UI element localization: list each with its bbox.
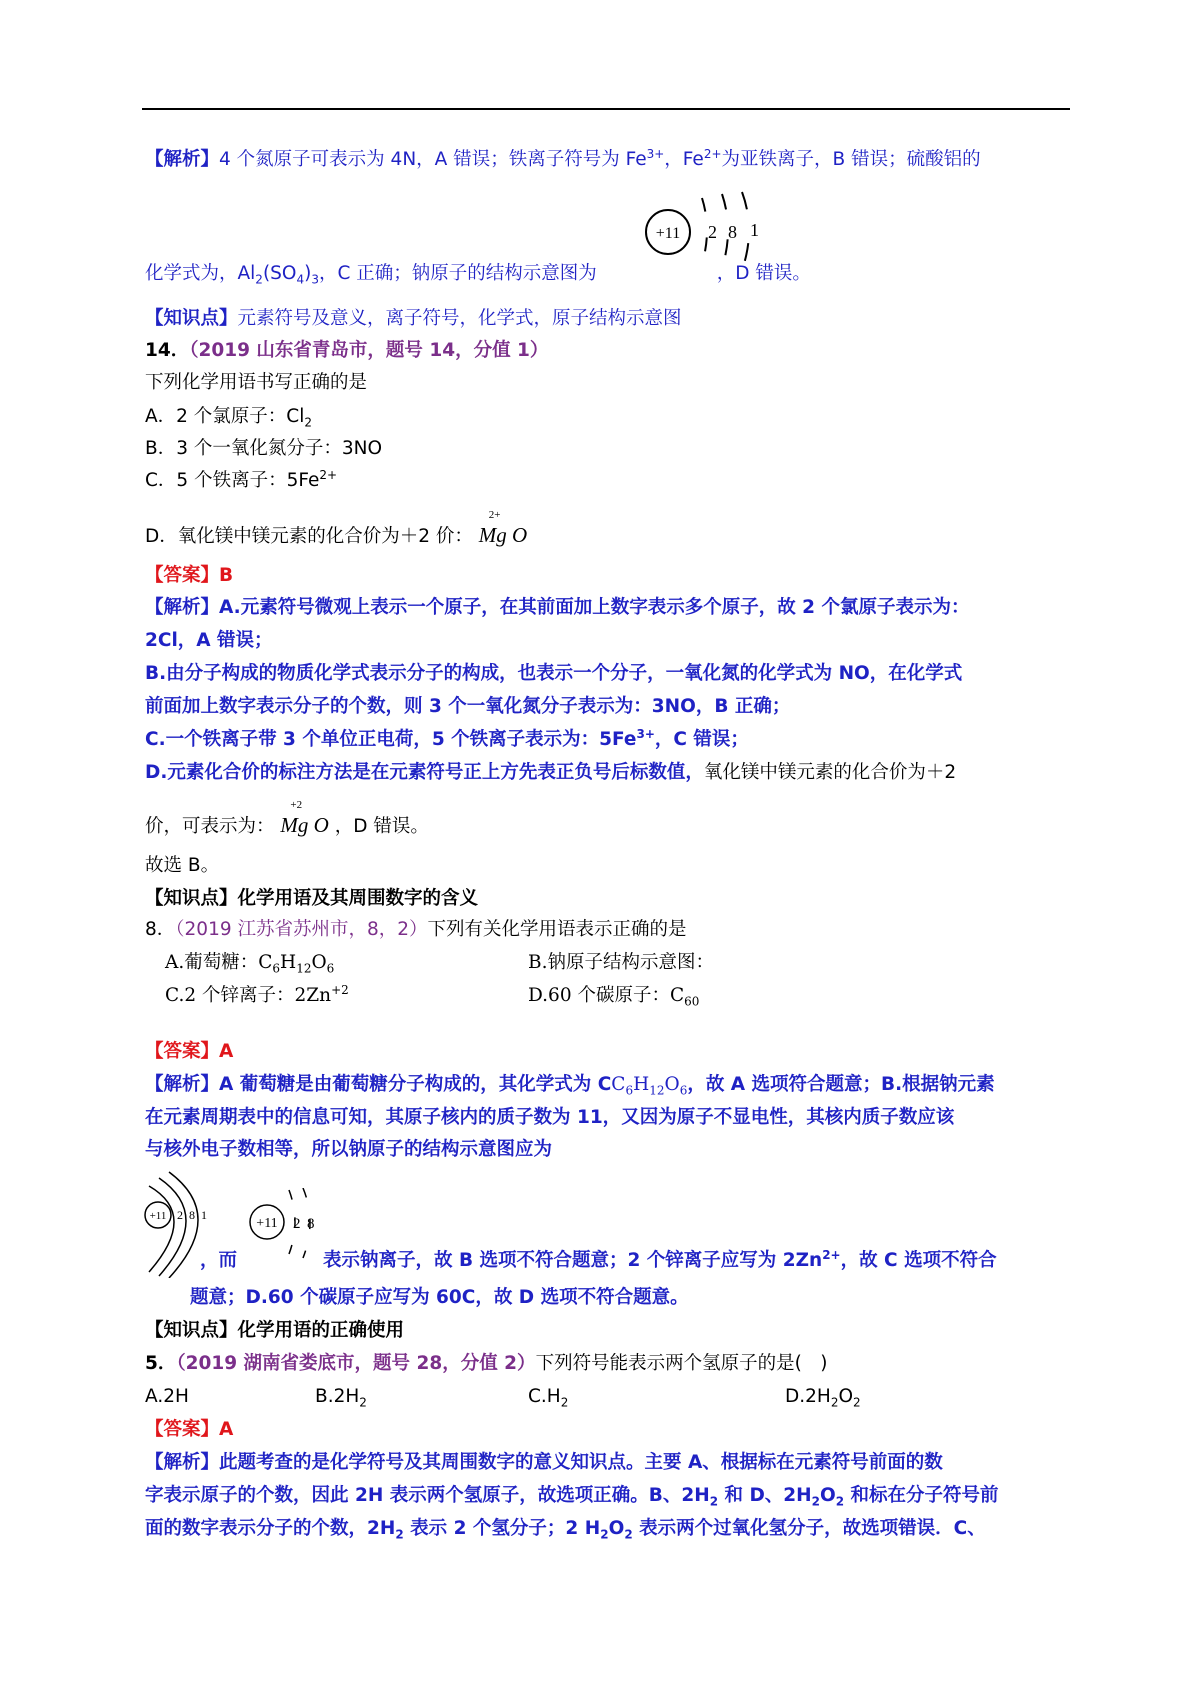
explanation-line: 字表示原子的个数，因此 2H 表示两个氢原子，故选项正确。B、$2H_2$ 和 D、$2H_2O_2$ 和标在分子符号前 <box>145 1485 999 1509</box>
option-a: A.2H <box>145 1386 189 1407</box>
explanation-line: 题意；D.60 个碳原子应写为 60C，故 D 选项不符合题意。 <box>190 1287 689 1308</box>
svg-text:2: 2 <box>177 1208 183 1222</box>
explanation-line: 表示钠离子，故 B 选项不符合题意；2 个锌离子应写为 $2Zn^{2+}$，故 C 选项不符合 <box>323 1247 997 1271</box>
nucleus-label: +11 <box>655 225 681 242</box>
explanation-line: D.元素化合价的标注方法是在元素符号正上方先表正负号后标数值，氧化镁中镁元素的化合价为＋2 <box>145 762 957 783</box>
explanation-line: 【解析】A 葡萄糖是由葡萄糖分子构成的，其化学式为 $CC_6H_{12}O_6$，故 A 选项符合题意；B.根据钠元素 <box>145 1074 995 1098</box>
shell-electrons-3: 1 <box>750 220 759 240</box>
explanation-line: 前面加上数字表示分子的个数，则 3 个一氧化氮分子表示为：3NO，B 正确； <box>145 696 791 717</box>
option-c: $C.H_2$ <box>528 1386 569 1410</box>
svg-text:2: 2 <box>293 1216 301 1232</box>
option-b: B．3 个一氧化氮分子：3NO <box>145 438 383 459</box>
option-d: D．氧化镁中镁元素的化合价为＋2 价： 2+ Mg O <box>145 509 528 547</box>
answer-line: 【答案】A <box>145 1041 234 1062</box>
question-header: 14．（2019 山东省青岛市，题号 14，分值 1） <box>145 340 549 361</box>
knowledge-point: 【知识点】化学用语及其周围数字的含义 <box>145 888 479 909</box>
option-a: A．2 个氯原子：$Cl_2$ <box>145 406 313 430</box>
svg-text:8: 8 <box>189 1208 195 1222</box>
option-d: D.60 个碳原子：$C_{60}$ <box>528 985 700 1009</box>
option-a: A.葡萄糖：$C_6H_{12}O_6$ <box>165 952 335 976</box>
explanation-line: 与核外电子数相等，所以钠原子的结构示意图应为 <box>145 1139 553 1160</box>
explanation-line: B.由分子构成的物质化学式表示分子的构成，也表示一个分子，一氧化氮的化学式为 NO，在化学式 <box>145 663 963 684</box>
explanation-line: 【解析】A.元素符号微观上表示一个原子，在其前面加上数字表示多个原子，故 2 个氯原子表示为： <box>145 597 970 618</box>
explanation-line: 【解析】4 个氮原子可表示为 4N，A 错误；铁离子符号为 $Fe^{3+}$，$Fe^{2+}$为亚铁离子，B 错误；硫酸铝的 <box>145 146 981 170</box>
option-c: C.2 个锌离子：$2Zn^{+2}$ <box>165 982 349 1006</box>
explanation-line: 【解析】此题考查的是化学符号及其周围数字的意义知识点。主要 A、根据标在元素符号前面的数 <box>145 1452 943 1473</box>
explanation-line: 在元素周期表中的信息可知，其原子核内的质子数为 11，又因为原子不显电性，其核内质子数应该 <box>145 1107 955 1128</box>
svg-text:8: 8 <box>307 1216 315 1232</box>
explanation-line: 2Cl，A 错误； <box>145 630 273 651</box>
explanation-line: 化学式为，$Al_2(SO_4)_3$，C 正确；钠原子的结构示意图为 ，D 错误。 <box>145 263 811 287</box>
explanation-tag: 【解析】 <box>145 149 220 170</box>
header-rule <box>142 108 1070 110</box>
answer-line: 【答案】A <box>145 1419 234 1440</box>
shell-electrons-2: 8 <box>728 222 737 242</box>
knowledge-point: 【知识点】化学用语的正确使用 <box>145 1320 405 1341</box>
question-header: 5．（2019 湖南省娄底市，题号 28，分值 2）下列符号能表示两个氢原子的是( ) <box>145 1353 828 1374</box>
conclusion-line: 故选 B。 <box>145 855 220 876</box>
option-d: $D.2H_2O_2$ <box>785 1386 861 1410</box>
explanation-line: ，而 <box>200 1250 238 1271</box>
shell-electrons-1: 2 <box>708 222 717 242</box>
knowledge-point: 【知识点】元素符号及意义，离子符号，化学式，原子结构示意图 <box>145 308 682 329</box>
svg-text:+11: +11 <box>256 1216 278 1231</box>
answer-line: 【答案】B <box>145 565 234 586</box>
question-header: 8．（2019 江苏省苏州市，8，2）下列有关化学用语表示正确的是 <box>145 919 687 940</box>
sodium-atom-diagram <box>640 190 770 270</box>
option-c: C．5 个铁离子：$5Fe^{2+}$ <box>145 467 338 491</box>
explanation-line: 面的数字表示分子的个数，$2H_2$ 表示 2 个氢分子；2 $H_2O_2$ 表示两个过氧化氢分子，故选项错误．C、 <box>145 1518 986 1542</box>
option-b: $B.2H_2$ <box>315 1386 367 1410</box>
question-stem: 下列化学用语书写正确的是 <box>145 372 368 393</box>
sodium-ion-diagram <box>247 1188 327 1273</box>
svg-text:1: 1 <box>201 1208 207 1222</box>
explanation-line: C.一个铁离子带 3 个单位正电荷，5 个铁离子表示为：$5Fe^{3+}$，C 错误； <box>145 726 749 750</box>
svg-text:+11: +11 <box>149 1210 167 1222</box>
option-b: B.钠原子结构示意图： <box>528 952 714 973</box>
explanation-line: 价，可表示为： +2 Mg O ，D 错误。 <box>145 799 429 837</box>
